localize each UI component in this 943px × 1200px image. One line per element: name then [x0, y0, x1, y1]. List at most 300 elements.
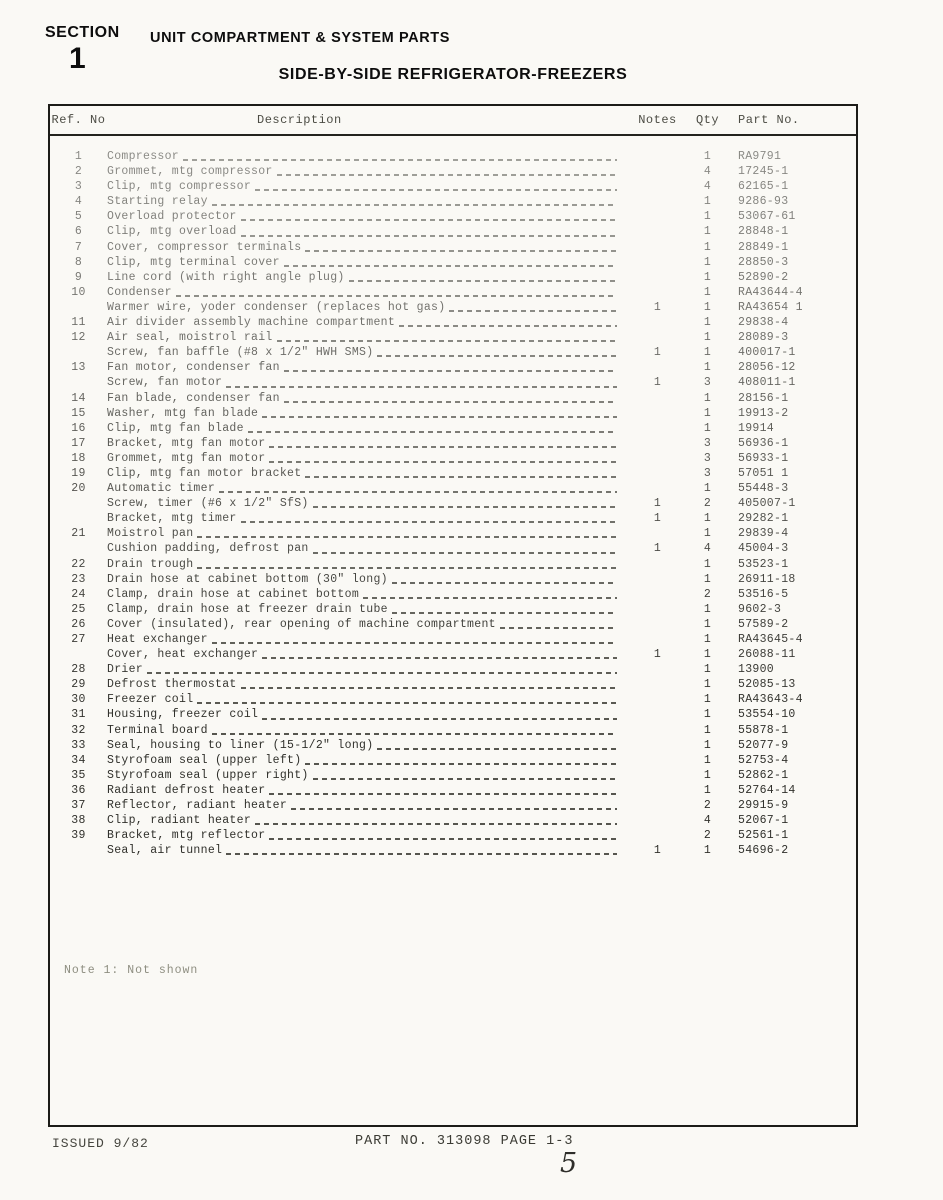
cell-qty: 1	[703, 210, 712, 224]
cell-ref-no: 36	[71, 783, 86, 797]
cell-notes: 1	[653, 300, 662, 314]
cell-part-no: 28089-3	[738, 331, 789, 345]
table-row	[50, 662, 856, 677]
description-text: Warmer wire, yoder condenser (replaces hot gas)	[107, 300, 446, 314]
cell-part-no: 52085-13	[738, 678, 796, 692]
cell-part-no: 52077-9	[738, 738, 789, 752]
cell-qty: 1	[703, 346, 712, 360]
cell-qty: 1	[703, 316, 712, 330]
cell-notes	[630, 828, 685, 843]
table-row	[50, 587, 856, 602]
cell-description	[107, 511, 630, 526]
table-row	[50, 617, 856, 632]
cell-notes	[630, 557, 685, 572]
table-row	[50, 255, 856, 270]
cell-description	[107, 466, 630, 481]
cell-ref-no: 14	[71, 391, 86, 405]
cell-qty: 1	[703, 270, 712, 284]
column-header-ref: Ref. No	[51, 113, 106, 127]
table-row	[50, 224, 856, 239]
table-row	[50, 209, 856, 224]
cell-part-no: 26088-11	[738, 648, 796, 662]
cell-ref-no: 9	[74, 270, 83, 284]
cell-description	[107, 753, 630, 768]
cell-notes	[630, 587, 685, 602]
parts-table	[48, 104, 858, 1127]
cell-ref-no: 39	[71, 829, 86, 843]
column-header-part: Part No.	[738, 113, 800, 127]
description-text: Drain hose at cabinet bottom (30" long)	[107, 572, 388, 586]
cell-description	[107, 345, 630, 360]
cell-notes	[630, 164, 685, 179]
dotted-leader	[262, 657, 617, 659]
cell-notes	[630, 572, 685, 587]
cell-notes	[630, 315, 685, 330]
cell-part-no: 55448-3	[738, 482, 789, 496]
cell-ref-no	[50, 496, 107, 511]
cell-part-no: 53516-5	[738, 587, 789, 601]
cell-notes: 1	[653, 542, 662, 556]
table-row	[50, 541, 856, 556]
cell-ref-no	[50, 843, 107, 858]
dotted-leader	[392, 582, 617, 584]
cell-description	[107, 677, 630, 692]
cell-qty: 4	[703, 180, 712, 194]
cell-qty: 1	[703, 406, 712, 420]
description-text: Compressor	[107, 150, 180, 163]
cell-qty: 1	[703, 663, 712, 677]
cell-notes	[630, 179, 685, 194]
table-row	[50, 330, 856, 345]
table-body	[50, 136, 856, 858]
cell-part-no: 408011-1	[738, 376, 796, 390]
cell-description	[107, 270, 630, 285]
cell-ref-no: 28	[71, 663, 86, 677]
cell-description	[107, 557, 630, 572]
section-number: 1	[69, 42, 86, 75]
cell-part-no: 13900	[738, 663, 775, 677]
dotted-leader	[305, 476, 617, 478]
cell-part-no: 28156-1	[738, 391, 789, 405]
cell-part-no: 9602-3	[738, 602, 782, 616]
dotted-leader	[449, 310, 617, 312]
dotted-leader	[269, 461, 617, 463]
cell-ref-no: 8	[74, 255, 83, 269]
footer-part-number: PART NO. 313098 PAGE 1-3	[355, 1134, 574, 1149]
dotted-leader	[255, 189, 617, 191]
table-row	[50, 345, 856, 360]
table-row	[50, 285, 856, 300]
cell-part-no: 45004-3	[738, 542, 789, 556]
table-row	[50, 179, 856, 194]
dotted-leader	[219, 491, 617, 493]
table-row	[50, 557, 856, 572]
cell-notes	[630, 677, 685, 692]
dotted-leader	[399, 325, 617, 327]
cell-qty: 3	[703, 451, 712, 465]
cell-part-no: 400017-1	[738, 346, 796, 360]
handwritten-page-number: 5	[560, 1148, 578, 1179]
cell-notes	[630, 602, 685, 617]
cell-ref-no: 15	[71, 406, 86, 420]
table-row	[50, 843, 856, 858]
cell-notes	[630, 270, 685, 285]
cell-notes	[630, 209, 685, 224]
table-row	[50, 421, 856, 436]
dotted-leader	[248, 431, 617, 433]
cell-description	[107, 798, 630, 813]
cell-description	[107, 224, 630, 239]
cell-description	[107, 421, 630, 436]
cell-part-no: RA43645-4	[738, 633, 803, 646]
description-text: Reflector, radiant heater	[107, 799, 288, 813]
dotted-leader	[147, 672, 617, 674]
cell-qty: 2	[703, 497, 712, 511]
cell-part-no: 57051 1	[738, 466, 789, 480]
description-text: Styrofoam seal (upper right)	[107, 768, 309, 782]
cell-qty: 1	[703, 602, 712, 616]
cell-part-no: 56933-1	[738, 451, 789, 465]
description-text: Condenser	[107, 285, 172, 299]
cell-part-no: 29915-9	[738, 799, 789, 813]
table-row	[50, 677, 856, 692]
description-text: Terminal board	[107, 723, 208, 737]
description-text: Freezer coil	[107, 693, 194, 707]
cell-part-no: RA43654 1	[738, 300, 803, 314]
table-row	[50, 149, 856, 164]
table-row	[50, 813, 856, 828]
description-text: Clamp, drain hose at cabinet bottom	[107, 587, 360, 601]
dotted-leader	[262, 416, 617, 418]
cell-notes	[630, 466, 685, 481]
cell-ref-no: 22	[71, 557, 86, 571]
description-text: Fan blade, condenser fan	[107, 391, 280, 405]
table-row	[50, 798, 856, 813]
description-text: Seal, air tunnel	[107, 844, 223, 858]
column-header-qty: Qty	[695, 113, 720, 127]
cell-part-no: 28849-1	[738, 240, 789, 254]
dotted-leader	[212, 642, 617, 644]
cell-qty: 1	[703, 300, 712, 314]
dotted-leader	[241, 687, 617, 689]
cell-part-no: 29838-4	[738, 316, 789, 330]
table-row	[50, 391, 856, 406]
dotted-leader	[226, 386, 617, 388]
footer-issued-date: ISSUED 9/82	[52, 1136, 149, 1151]
cell-ref-no: 27	[71, 633, 86, 646]
cell-ref-no: 31	[71, 708, 86, 722]
cell-qty: 1	[703, 708, 712, 722]
table-row	[50, 481, 856, 496]
cell-ref-no: 35	[71, 768, 86, 782]
description-text: Cover (insulated), rear opening of machine compartment	[107, 617, 496, 631]
cell-notes	[630, 798, 685, 813]
description-text: Air divider assembly machine compartment	[107, 316, 396, 330]
description-text: Cover, compressor terminals	[107, 240, 302, 254]
cell-qty: 2	[703, 587, 712, 601]
description-text: Drier	[107, 663, 144, 677]
cell-notes: 1	[653, 648, 662, 662]
cell-qty: 2	[703, 829, 712, 843]
cell-description	[107, 572, 630, 587]
table-row	[50, 647, 856, 662]
cell-description	[107, 647, 630, 662]
table-row	[50, 451, 856, 466]
cell-notes	[630, 723, 685, 738]
cell-description	[107, 692, 630, 707]
dotted-leader	[197, 567, 617, 569]
cell-description	[107, 587, 630, 602]
table-row	[50, 315, 856, 330]
cell-qty: 1	[703, 783, 712, 797]
cell-ref-no: 37	[71, 799, 86, 813]
cell-qty: 1	[703, 648, 712, 662]
cell-notes	[630, 330, 685, 345]
cell-qty: 1	[703, 512, 712, 526]
dotted-leader	[305, 250, 617, 252]
cell-part-no: 62165-1	[738, 180, 789, 194]
cell-ref-no	[50, 647, 107, 662]
cell-description	[107, 194, 630, 209]
cell-description	[107, 179, 630, 194]
cell-part-no: 52890-2	[738, 270, 789, 284]
cell-qty: 1	[703, 723, 712, 737]
cell-part-no: 28848-1	[738, 225, 789, 239]
dotted-leader	[305, 763, 617, 765]
description-text: Washer, mtg fan blade	[107, 406, 259, 420]
cell-notes	[630, 768, 685, 783]
cell-description	[107, 406, 630, 421]
cell-part-no: 19914	[738, 421, 775, 435]
cell-ref-no: 34	[71, 753, 86, 767]
dotted-leader	[197, 702, 617, 704]
cell-description	[107, 738, 630, 753]
description-text: Clip, mtg fan blade	[107, 421, 244, 435]
cell-notes	[630, 753, 685, 768]
description-text: Clip, mtg fan motor bracket	[107, 466, 302, 480]
table-row	[50, 270, 856, 285]
cell-part-no: 52067-1	[738, 814, 789, 828]
cell-notes	[630, 240, 685, 255]
table-row	[50, 300, 856, 315]
description-text: Air seal, moistrol rail	[107, 331, 273, 345]
cell-notes	[630, 391, 685, 406]
description-text: Overload protector	[107, 210, 237, 224]
cell-part-no: 53554-10	[738, 708, 796, 722]
cell-part-no: 19913-2	[738, 406, 789, 420]
cell-description	[107, 436, 630, 451]
cell-description	[107, 632, 630, 647]
cell-qty: 3	[703, 436, 712, 450]
cell-description	[107, 255, 630, 270]
cell-description	[107, 602, 630, 617]
column-header-notes: Notes	[638, 113, 677, 127]
table-row	[50, 194, 856, 209]
cell-qty: 1	[703, 225, 712, 239]
cell-ref-no: 19	[71, 466, 86, 480]
table-row	[50, 783, 856, 798]
cell-ref-no: 4	[74, 195, 83, 209]
description-text: Bracket, mtg fan motor	[107, 436, 266, 450]
dotted-leader	[313, 506, 617, 508]
description-text: Housing, freezer coil	[107, 708, 259, 722]
cell-notes: 1	[653, 844, 662, 858]
cell-ref-no	[50, 345, 107, 360]
table-row	[50, 526, 856, 541]
cell-ref-no: 6	[74, 225, 83, 239]
cell-part-no: 29282-1	[738, 512, 789, 526]
cell-qty: 1	[703, 738, 712, 752]
cell-qty: 4	[703, 814, 712, 828]
cell-qty: 1	[703, 331, 712, 345]
cell-description	[107, 240, 630, 255]
cell-notes	[630, 738, 685, 753]
cell-description	[107, 828, 630, 843]
cell-qty: 1	[703, 527, 712, 541]
dotted-leader	[269, 793, 617, 795]
cell-description	[107, 149, 630, 164]
table-row	[50, 360, 856, 375]
cell-notes	[630, 360, 685, 375]
cell-qty: 4	[703, 165, 712, 179]
dotted-leader	[241, 219, 617, 221]
cell-ref-no	[50, 300, 107, 315]
cell-notes: 1	[653, 346, 662, 360]
dotted-leader	[176, 295, 617, 297]
cell-notes	[630, 662, 685, 677]
cell-part-no: RA43644-4	[738, 285, 803, 299]
description-text: Starting relay	[107, 195, 208, 209]
cell-ref-no: 30	[71, 693, 86, 707]
cell-qty: 1	[703, 753, 712, 767]
cell-qty: 1	[703, 572, 712, 586]
dotted-leader	[313, 778, 617, 780]
description-text: Styrofoam seal (upper left)	[107, 753, 302, 767]
description-text: Bracket, mtg reflector	[107, 829, 266, 843]
cell-part-no: 54696-2	[738, 844, 789, 858]
dotted-leader	[241, 521, 617, 523]
dotted-leader	[291, 808, 617, 810]
cell-part-no: 9286-93	[738, 195, 789, 209]
cell-notes	[630, 783, 685, 798]
description-text: Drain trough	[107, 557, 194, 571]
table-row	[50, 602, 856, 617]
description-text: Clip, mtg compressor	[107, 180, 252, 194]
dotted-leader	[277, 340, 617, 342]
cell-ref-no: 13	[71, 361, 86, 375]
description-text: Cushion padding, defrost pan	[107, 542, 309, 556]
cell-part-no: 405007-1	[738, 497, 796, 511]
description-text: Seal, housing to liner (15-1/2" long)	[107, 738, 374, 752]
cell-ref-no: 17	[71, 436, 86, 450]
cell-ref-no: 21	[71, 527, 86, 541]
cell-part-no: 56936-1	[738, 436, 789, 450]
table-row	[50, 692, 856, 707]
cell-qty: 1	[703, 557, 712, 571]
cell-ref-no: 16	[71, 421, 86, 435]
cell-qty: 1	[703, 285, 712, 299]
cell-notes	[630, 481, 685, 496]
cell-notes	[630, 421, 685, 436]
cell-description	[107, 375, 630, 390]
dotted-leader	[313, 552, 617, 554]
description-text: Moistrol pan	[107, 527, 194, 541]
cell-notes	[630, 813, 685, 828]
cell-description	[107, 707, 630, 722]
cell-description	[107, 285, 630, 300]
table-row	[50, 466, 856, 481]
cell-ref-no: 20	[71, 482, 86, 496]
page-title: SIDE-BY-SIDE REFRIGERATOR-FREEZERS	[278, 66, 628, 83]
cell-part-no: RA43643-4	[738, 693, 803, 707]
description-text: Clip, mtg terminal cover	[107, 255, 280, 269]
dotted-leader	[269, 446, 617, 448]
dotted-leader	[349, 280, 617, 282]
cell-ref-no: 33	[71, 738, 86, 752]
cell-part-no: 17245-1	[738, 165, 789, 179]
cell-ref-no	[50, 511, 107, 526]
cell-description	[107, 768, 630, 783]
cell-ref-no: 5	[74, 210, 83, 224]
table-row	[50, 768, 856, 783]
table-row	[50, 406, 856, 421]
cell-qty: 2	[703, 799, 712, 813]
description-text: Clip, radiant heater	[107, 814, 252, 828]
cell-qty: 1	[703, 255, 712, 269]
cell-description	[107, 813, 630, 828]
dotted-leader	[284, 370, 617, 372]
cell-ref-no: 38	[71, 814, 86, 828]
dotted-leader	[277, 174, 617, 176]
description-text: Screw, fan motor	[107, 376, 223, 390]
cell-description	[107, 723, 630, 738]
cell-ref-no: 26	[71, 617, 86, 631]
table-row	[50, 496, 856, 511]
table-row	[50, 632, 856, 647]
cell-notes	[630, 632, 685, 647]
cell-ref-no: 10	[71, 285, 86, 299]
cell-part-no: 26911-18	[738, 572, 796, 586]
dotted-leader	[241, 235, 617, 237]
description-text: Clamp, drain hose at freezer drain tube	[107, 602, 388, 616]
table-row	[50, 240, 856, 255]
cell-description	[107, 783, 630, 798]
cell-notes	[630, 707, 685, 722]
dotted-leader	[392, 612, 617, 614]
cell-notes	[630, 692, 685, 707]
cell-ref-no: 3	[74, 180, 83, 194]
description-text: Screw, timer (#6 x 1/2" SfS)	[107, 497, 309, 511]
dotted-leader	[269, 838, 617, 840]
cell-description	[107, 360, 630, 375]
cell-description	[107, 209, 630, 224]
cell-part-no: 28056-12	[738, 361, 796, 375]
description-text: Defrost thermostat	[107, 678, 237, 692]
description-text: Heat exchanger	[107, 633, 208, 646]
cell-qty: 1	[703, 150, 712, 163]
cell-qty: 1	[703, 633, 712, 646]
cell-description	[107, 164, 630, 179]
cell-notes	[630, 285, 685, 300]
cell-part-no: 55878-1	[738, 723, 789, 737]
cell-part-no: 57589-2	[738, 617, 789, 631]
dotted-leader	[226, 853, 617, 855]
cell-notes	[630, 451, 685, 466]
description-text: Clip, mtg overload	[107, 225, 237, 239]
dotted-leader	[212, 204, 617, 206]
section-label: SECTION	[45, 24, 120, 41]
cell-description	[107, 496, 630, 511]
